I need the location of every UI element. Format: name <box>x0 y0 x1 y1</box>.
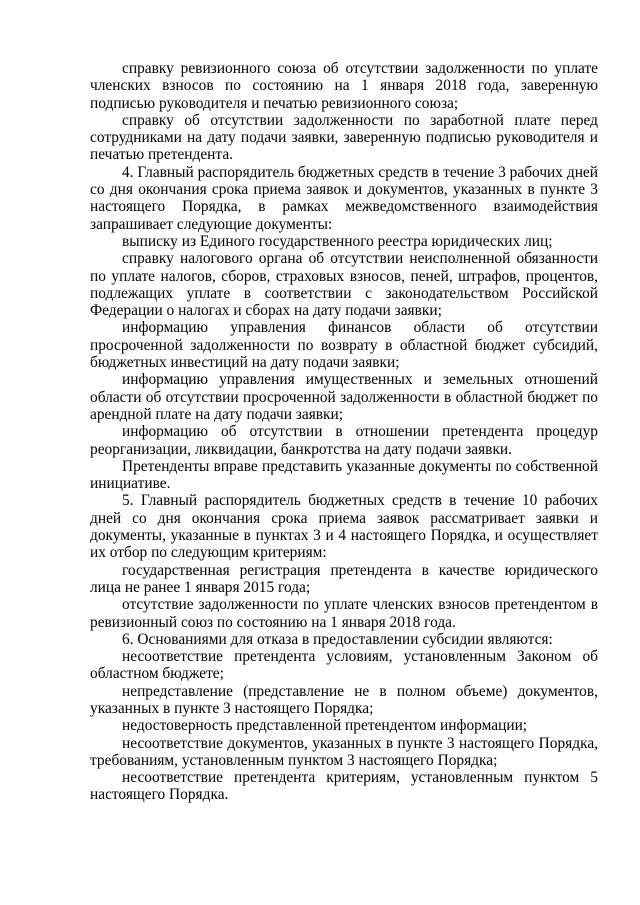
document-page <box>90 60 598 804</box>
paragraph-tax-certificate: справку налогового органа об отсутствии неисполненной обязанности по уплате налогов, сборов, страховых взносов, пеней, штрафов, процентов, подлежащих уплате в соответствии с законодательством Российской Федерации о налогах и сборах на дату подачи заявки; <box>90 250 598 320</box>
paragraph-registry-extract: выписку из Единого государственного реестра юридических лиц; <box>122 232 553 250</box>
paragraph-refusal-criteria: несоответствие претендента критериям, установленным пунктом 5 настоящего Порядка. <box>90 769 598 804</box>
paragraph-refusal-requirements: несоответствие документов, указанных в пункте 3 настоящего Порядка, требованиям, установленным пунктом 3 настоящего Порядка; <box>90 734 598 769</box>
paragraph-clause-6: 6. Основаниями для отказа в предоставлении субсидии являются: <box>122 630 553 648</box>
paragraph-refusal-accuracy: недостоверность представленной претендентом информации; <box>122 717 528 735</box>
paragraph-reorganization-info: информацию об отсутствии в отношении претендента процедур реорганизации, ликвидации, банкротства на дату подачи заявки. <box>90 423 598 458</box>
paragraph-own-initiative: Претенденты вправе представить указанные документы по собственной инициативе. <box>90 457 598 493</box>
paragraph-clause-4: 4. Главный распорядитель бюджетных средств в течение 3 рабочих дней со дня окончания срока приема заявок и документов, указанных в пункте 3 настоящего Порядка, в рамках межведомственного взаимодействия запрашивает следующие документы: <box>90 163 598 233</box>
paragraph-revision-union-certificate: справку ревизионного союза об отсутствии задолженности по уплате членских взносов по состоянию на 1 января 2018 года, заверенную подписью руководителя и печатью ревизионного союза; <box>90 60 598 112</box>
paragraph-membership-fee-criterion: отсутствие задолженности по уплате членских взносов претендентом в ревизионный союз по состоянию на 1 января 2018 года. <box>90 596 598 631</box>
paragraph-salary-debt-certificate: справку об отсутствии задолженности по заработной плате перед сотрудниками на дату подачи заявки, заверенную подписью руководителя и печатью претендента. <box>90 111 598 164</box>
paragraph-refusal-documents: непредставление (представление не в полном объеме) документов, указанных в пункте 3 настоящего Порядка; <box>90 682 598 717</box>
paragraph-property-info: информацию управления имущественных и земельных отношений области об отсутствии просроченной задолженности в областной бюджет по арендной плате на дату подачи заявки; <box>90 371 598 423</box>
paragraph-refusal-conditions: несоответствие претендента условиям, установленным Законом об областном бюджете; <box>90 648 598 683</box>
paragraph-finance-info: информацию управления финансов области об отсутствии просроченной задолженности по возврату в областной бюджет субсидий, бюджетных инвестиций на дату подачи заявки; <box>90 319 598 372</box>
paragraph-clause-5: 5. Главный распорядитель бюджетных средств в течение 10 рабочих дней со дня окончания срока приема заявок рассматривает заявки и документы, указанные в пунктах 3 и 4 настоящего Порядка, и осуществляет их отбор по следующим критериям: <box>90 492 598 562</box>
paragraph-registration-criterion: государственная регистрация претендента в качестве юридического лица не ранее 1 января 2015 года; <box>90 561 598 596</box>
